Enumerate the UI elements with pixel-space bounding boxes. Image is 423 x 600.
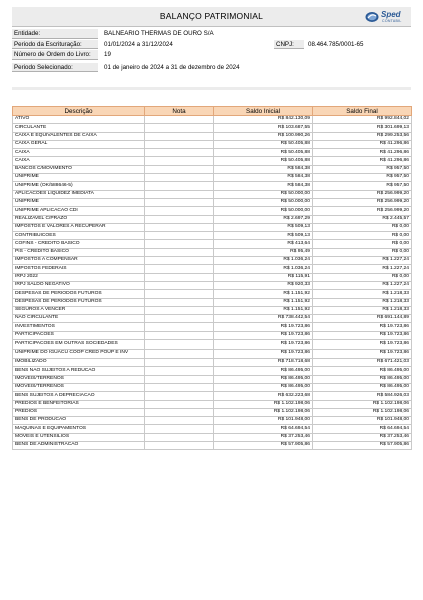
cell-saldo-inicial: R$ 920,33	[214, 281, 313, 289]
cell-nota	[145, 190, 214, 198]
cell-saldo-final: R$ 19.723,86	[313, 349, 412, 359]
table-body	[13, 116, 412, 450]
selecionado-value: 01 de janeiro de 2024 a 31 de dezembro de 2024	[104, 63, 240, 71]
cell-nota	[145, 306, 214, 314]
cell-descricao: ATIVO	[13, 116, 145, 124]
cell-descricao: PREDIOS E BENFEITORIAS	[13, 400, 145, 408]
cell-saldo-final: R$ 256.999,20	[313, 207, 412, 215]
cell-saldo-final: R$ 256.999,20	[313, 190, 412, 198]
balance-table	[12, 106, 412, 450]
page-title: BALANÇO PATRIMONIAL	[159, 11, 264, 21]
selecionado-label: Periodo Selecionado:	[12, 63, 98, 73]
cell-saldo-inicial: R$ 632.223,68	[214, 392, 313, 400]
cell-descricao: IMPOSTOS FEDERAIS	[13, 265, 145, 273]
cell-saldo-inicial: R$ 1.102.198,06	[214, 408, 313, 416]
cell-saldo-final: R$ 992.844,02	[313, 116, 412, 124]
cell-descricao: UNIPRIME APLICACAO CDI	[13, 207, 145, 215]
cell-descricao: DESPESAS DE PERIODOS FUTUROS	[13, 298, 145, 306]
cell-descricao: UNIPRIME DO IGUACU COOP CRED POUP E INV	[13, 349, 145, 359]
cell-saldo-final: R$ 19.723,86	[313, 340, 412, 350]
cell-nota	[145, 124, 214, 132]
cell-saldo-inicial: R$ 2.697,29	[214, 215, 313, 223]
cell-saldo-final: R$ 1.218,33	[313, 290, 412, 298]
table-row	[13, 223, 412, 231]
cell-nota	[145, 315, 214, 323]
table-row	[13, 349, 412, 359]
cell-nota	[145, 257, 214, 265]
cell-descricao: MAQUINAS E EQUIPAMENTOS	[13, 425, 145, 433]
table-row	[13, 315, 412, 323]
cell-saldo-inicial: R$ 509,13	[214, 232, 313, 240]
cell-descricao: CIRCULANTE	[13, 124, 145, 132]
table-row	[13, 306, 412, 314]
table-row	[13, 257, 412, 265]
table-row	[13, 433, 412, 441]
column-header-saldo-inicial: Saldo Inicial	[214, 107, 313, 116]
table-row	[13, 157, 412, 165]
table-row	[13, 383, 412, 391]
cell-saldo-inicial: R$ 413,64	[214, 240, 313, 248]
table-row	[13, 198, 412, 206]
cell-descricao: BENS DE ADMINISTRACAO	[13, 441, 145, 449]
cell-saldo-final: R$ 671.421,03	[313, 359, 412, 367]
cell-saldo-inicial: R$ 50.405,88	[214, 140, 313, 148]
table-row	[13, 149, 412, 157]
cell-descricao: PARTICIPACOES	[13, 331, 145, 339]
cell-descricao: UNIPRIME	[13, 198, 145, 206]
cell-descricao: COFINS - CREDITO BASICO	[13, 240, 145, 248]
cell-saldo-final: R$ 584.926,03	[313, 392, 412, 400]
cell-nota	[145, 215, 214, 223]
cell-saldo-final: R$ 0,00	[313, 232, 412, 240]
cell-saldo-final: R$ 1.102.198,06	[313, 408, 412, 416]
cell-nota	[145, 281, 214, 289]
cell-saldo-final: R$ 0,00	[313, 223, 412, 231]
cell-descricao: IRPJ SALDO NEGATIVO	[13, 281, 145, 289]
cell-descricao: INVESTIMENTOS	[13, 323, 145, 331]
ordem-value: 19	[104, 51, 111, 58]
column-header-nota: Nota	[145, 107, 214, 116]
cell-saldo-final: R$ 691.144,89	[313, 315, 412, 323]
cell-descricao: CONTRIBUICOES	[13, 232, 145, 240]
cell-saldo-final: R$ 19.723,86	[313, 323, 412, 331]
cell-descricao: IMOVEIS/TERRENOS	[13, 383, 145, 391]
cell-saldo-inicial: R$ 19.723,86	[214, 331, 313, 339]
cell-nota	[145, 408, 214, 416]
cell-nota	[145, 232, 214, 240]
table-row	[13, 273, 412, 281]
sped-logo-icon	[365, 11, 379, 23]
cell-saldo-inicial: R$ 1.151,92	[214, 298, 313, 306]
cell-nota	[145, 132, 214, 140]
cell-saldo-final: R$ 101.948,00	[313, 417, 412, 425]
cell-saldo-inicial: R$ 1.151,92	[214, 290, 313, 298]
cell-saldo-final: R$ 299.253,56	[313, 132, 412, 140]
table-row	[13, 174, 412, 182]
cell-nota	[145, 174, 214, 182]
cell-descricao: IMPOSTOS E VALORES A RECUPERAR	[13, 223, 145, 231]
periodo-value: 01/01/2024 a 31/12/2024	[104, 40, 173, 48]
cell-saldo-inicial: R$ 50.000,00	[214, 190, 313, 198]
table-row	[13, 392, 412, 400]
cell-saldo-final: R$ 301.699,13	[313, 124, 412, 132]
cell-nota	[145, 116, 214, 124]
cell-saldo-inicial: R$ 19.723,86	[214, 323, 313, 331]
cell-saldo-inicial: R$ 50.405,88	[214, 157, 313, 165]
cell-saldo-final: R$ 0,00	[313, 240, 412, 248]
cell-nota	[145, 149, 214, 157]
cell-descricao: UNIPRIME (OK/588646-5)	[13, 182, 145, 190]
page-header	[12, 7, 411, 27]
cell-nota	[145, 417, 214, 425]
cell-saldo-inicial: R$ 64.694,54	[214, 425, 313, 433]
table-row	[13, 400, 412, 408]
cell-saldo-inicial: R$ 50.000,00	[214, 198, 313, 206]
cell-saldo-final: R$ 41.296,86	[313, 149, 412, 157]
cell-descricao: REALIZAVEL C/PRAZO	[13, 215, 145, 223]
section-divider	[12, 87, 411, 90]
cell-saldo-inicial: R$ 584,38	[214, 182, 313, 190]
cell-saldo-inicial: R$ 103.687,55	[214, 124, 313, 132]
cell-nota	[145, 223, 214, 231]
table-row	[13, 165, 412, 173]
cell-saldo-inicial: R$ 1.036,24	[214, 265, 313, 273]
table-header-row	[13, 107, 412, 116]
cell-nota	[145, 165, 214, 173]
cell-saldo-final: R$ 57.905,86	[313, 441, 412, 449]
cell-descricao: UNIPRIME	[13, 174, 145, 182]
cell-descricao: PARTICIPACOES EM OUTRAS SOCIEDADES	[13, 340, 145, 350]
cell-nota	[145, 400, 214, 408]
cell-descricao: IMOBILIZADO	[13, 359, 145, 367]
cell-saldo-inicial: R$ 584,38	[214, 174, 313, 182]
cell-saldo-inicial: R$ 738.442,54	[214, 315, 313, 323]
cell-nota	[145, 331, 214, 339]
cell-saldo-final: R$ 957,50	[313, 165, 412, 173]
cell-saldo-final: R$ 86.495,00	[313, 367, 412, 375]
cell-saldo-final: R$ 0,00	[313, 248, 412, 256]
cnpj-label: CNPJ:	[274, 40, 304, 50]
cell-descricao: SEGUROS A VENCER	[13, 306, 145, 314]
table-row	[13, 124, 412, 132]
table-row	[13, 375, 412, 383]
cell-descricao: APLICACOES LIQUIDEZ IMEDIATA	[13, 190, 145, 198]
cell-descricao: CAIXA E EQUIVALENTES DE CAIXA	[13, 132, 145, 140]
cell-saldo-final: R$ 1.102.198,06	[313, 400, 412, 408]
cell-saldo-final: R$ 957,50	[313, 182, 412, 190]
table-row	[13, 367, 412, 375]
table-row	[13, 116, 412, 124]
cell-saldo-inicial: R$ 86.495,00	[214, 367, 313, 375]
table-row	[13, 182, 412, 190]
table-row	[13, 207, 412, 215]
cell-saldo-inicial: R$ 19.723,86	[214, 340, 313, 350]
cell-nota	[145, 375, 214, 383]
cell-descricao: PIS - CREDITO BASICO	[13, 248, 145, 256]
cell-saldo-inicial: R$ 57.905,86	[214, 441, 313, 449]
cell-saldo-final: R$ 86.495,00	[313, 375, 412, 383]
cell-nota	[145, 340, 214, 350]
cell-saldo-final: R$ 1.227,24	[313, 257, 412, 265]
cell-saldo-inicial: R$ 101.948,00	[214, 417, 313, 425]
cell-descricao: IMPOSTOS A COMPENSAR	[13, 257, 145, 265]
cell-saldo-inicial: R$ 86.495,00	[214, 383, 313, 391]
cell-saldo-final: R$ 64.694,54	[313, 425, 412, 433]
cell-nota	[145, 182, 214, 190]
table-row	[13, 248, 412, 256]
table-row	[13, 340, 412, 350]
table-row	[13, 290, 412, 298]
table-row	[13, 417, 412, 425]
table-row	[13, 331, 412, 339]
cell-nota	[145, 323, 214, 331]
cell-nota	[145, 359, 214, 367]
cell-saldo-inicial: R$ 50.000,00	[214, 207, 313, 215]
cell-descricao: PREDIOS	[13, 408, 145, 416]
entity-info	[12, 29, 411, 73]
table-row	[13, 359, 412, 367]
cell-saldo-final: R$ 19.723,86	[313, 331, 412, 339]
cell-saldo-inicial: R$ 19.723,86	[214, 349, 313, 359]
entidade-row	[12, 29, 411, 40]
table-row	[13, 298, 412, 306]
selecionado-row	[12, 63, 411, 74]
ordem-row	[12, 50, 411, 61]
cell-saldo-final: R$ 1.218,33	[313, 298, 412, 306]
cell-descricao: CAIXA	[13, 149, 145, 157]
cell-nota	[145, 425, 214, 433]
sped-logo	[365, 9, 405, 25]
cnpj-value: 08.464.785/0001-65	[308, 40, 364, 48]
cell-descricao: IRPJ 2022	[13, 273, 145, 281]
cell-descricao: CAIXA	[13, 157, 145, 165]
cell-descricao: CAIXA GERAL	[13, 140, 145, 148]
cell-saldo-final: R$ 256.999,20	[313, 198, 412, 206]
cell-saldo-final: R$ 2.445,57	[313, 215, 412, 223]
cell-saldo-final: R$ 37.253,46	[313, 433, 412, 441]
column-header-saldo-final: Saldo Final	[313, 107, 412, 116]
logo-text: Sped	[381, 10, 401, 19]
table-row	[13, 140, 412, 148]
cell-nota	[145, 198, 214, 206]
cell-descricao: NAO CIRCULANTE	[13, 315, 145, 323]
periodo-row	[12, 40, 411, 51]
table-row	[13, 323, 412, 331]
cell-saldo-final: R$ 41.296,86	[313, 140, 412, 148]
cell-saldo-inicial: R$ 1.036,24	[214, 257, 313, 265]
cell-saldo-inicial: R$ 842.130,09	[214, 116, 313, 124]
cell-descricao: IMOVEIS/TERRENOS	[13, 375, 145, 383]
cell-saldo-final: R$ 41.296,86	[313, 157, 412, 165]
periodo-label: Periodo da Escrituração:	[12, 40, 98, 50]
cell-saldo-final: R$ 1.227,24	[313, 281, 412, 289]
logo-subtext: CONTABIL	[382, 19, 402, 23]
cell-descricao: BANCOS C/MOVIMENTO	[13, 165, 145, 173]
ordem-label: Número de Ordem do Livro:	[12, 50, 98, 60]
cell-saldo-inicial: R$ 1.102.198,06	[214, 400, 313, 408]
cell-nota	[145, 367, 214, 375]
cell-saldo-final: R$ 0,00	[313, 273, 412, 281]
cell-saldo-inicial: R$ 86.495,00	[214, 375, 313, 383]
cell-saldo-inicial: R$ 50.405,88	[214, 149, 313, 157]
cell-saldo-final: R$ 86.495,00	[313, 383, 412, 391]
table-row	[13, 232, 412, 240]
cell-saldo-inicial: R$ 100.990,26	[214, 132, 313, 140]
table-row	[13, 281, 412, 289]
table-row	[13, 408, 412, 416]
entidade-label: Entidade:	[12, 29, 98, 39]
cell-nota	[145, 265, 214, 273]
cell-saldo-final: R$ 957,50	[313, 174, 412, 182]
cell-descricao: DESPESAS DE PERIODOS FUTUROS	[13, 290, 145, 298]
cell-nota	[145, 441, 214, 449]
table-row	[13, 190, 412, 198]
cell-saldo-inicial: R$ 718.718,68	[214, 359, 313, 367]
cell-saldo-final: R$ 1.218,33	[313, 306, 412, 314]
table-row	[13, 132, 412, 140]
cell-saldo-inicial: R$ 95,49	[214, 248, 313, 256]
cell-descricao: MOVEIS E UTENSILIOS	[13, 433, 145, 441]
cell-nota	[145, 157, 214, 165]
table-row	[13, 240, 412, 248]
cell-nota	[145, 433, 214, 441]
cell-nota	[145, 240, 214, 248]
cell-descricao: BENS DE PRODUCAO	[13, 417, 145, 425]
cell-nota	[145, 140, 214, 148]
cell-nota	[145, 383, 214, 391]
cell-descricao: BENS NAO SUJEITOS A REDUCAO	[13, 367, 145, 375]
cell-saldo-inicial: R$ 1.151,92	[214, 306, 313, 314]
cell-descricao: BENS SUJEITOS A DEPRECIACAO	[13, 392, 145, 400]
cell-nota	[145, 298, 214, 306]
cell-saldo-inicial: R$ 37.253,46	[214, 433, 313, 441]
table-row	[13, 215, 412, 223]
cell-nota	[145, 207, 214, 215]
table-row	[13, 441, 412, 449]
cell-nota	[145, 290, 214, 298]
cell-saldo-inicial: R$ 509,13	[214, 223, 313, 231]
cell-nota	[145, 273, 214, 281]
column-header-descricao: Descrição	[13, 107, 145, 116]
cell-saldo-inicial: R$ 115,91	[214, 273, 313, 281]
cell-saldo-final: R$ 1.227,24	[313, 265, 412, 273]
entidade-value: BALNEARIO THERMAS DE OURO S/A	[104, 30, 214, 37]
cell-nota	[145, 349, 214, 359]
cell-nota	[145, 248, 214, 256]
cell-nota	[145, 392, 214, 400]
table-row	[13, 425, 412, 433]
cell-saldo-inicial: R$ 584,38	[214, 165, 313, 173]
table-row	[13, 265, 412, 273]
